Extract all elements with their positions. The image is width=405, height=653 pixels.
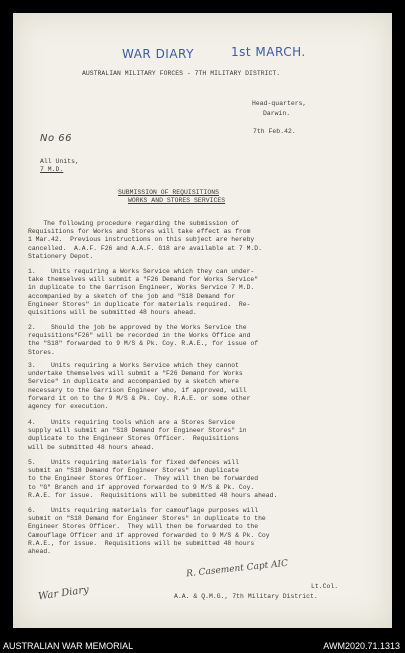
handwritten-note-war-diary: War Diary xyxy=(37,584,90,603)
paragraph-line: submit on "S18 Demand for Engineer Stores" in duplicate to the xyxy=(28,515,266,523)
paragraph-line: ahead. xyxy=(28,548,52,556)
paragraph-line: undertake themselves will submit a "F26 Demand for Works xyxy=(28,370,243,378)
handwritten-war-diary: WAR DIARY xyxy=(122,47,194,61)
handwritten-signature: R. Casement Capt AIC xyxy=(185,558,289,580)
paragraph-2 xyxy=(28,324,358,357)
paragraph-line: submit an "S18 Demand for Engineer Stores" in duplicate xyxy=(28,467,239,475)
paragraph-3 xyxy=(28,362,358,411)
paragraph-line: duplicate to the Engineer Stores Officer. Requisitions xyxy=(28,435,239,443)
paragraph-line: R.A.E. for issue. Requisitions will be submitted 48 hours ahead. xyxy=(28,491,278,499)
title-line-1: SUBMISSION OF REQUISITIONS xyxy=(118,189,220,196)
paragraph-line: forward it on to the 9 M/S & Pk. Coy. R.A.E. or some other xyxy=(28,394,251,402)
paragraph-line: take themselves will submit a "F26 Demand for Works Service" xyxy=(28,276,259,284)
handwritten-date: 1st MARCH. xyxy=(231,45,306,59)
paragraph-line: will be submitted 48 hours ahead. xyxy=(28,443,155,451)
intro-paragraph xyxy=(28,220,358,261)
paragraph-1 xyxy=(28,268,358,317)
paragraph-line: Camouflage Officer and if approved forwarded to 9 M/S & Pk. Coy xyxy=(28,531,270,539)
paragraph-line: the "S18" forwarded to 9 M/S & Pk. Coy. R.A.E., for issue of xyxy=(28,340,259,348)
intro-line: cancelled. A.A.F. F26 and A.A.F. G18 are available at 7 M.D. xyxy=(28,244,262,252)
paragraph-5 xyxy=(28,459,358,500)
paragraph-line: 4. Units requiring tools which are a Stores Service xyxy=(28,419,236,426)
signoff-rank: Lt.Col. xyxy=(311,583,339,590)
paragraph-line: 5. Units requiring materials for fixed defences will xyxy=(28,459,239,466)
paragraph-4 xyxy=(28,419,358,452)
place-line: Darwin. xyxy=(263,110,291,117)
signoff-office: A.A. & Q.M.G., 7th Military District. xyxy=(174,593,318,600)
intro-line: 1 Mar.42. Previous instructions on this subject are hereby xyxy=(28,236,255,244)
hq-line: Head-quarters, xyxy=(252,100,307,107)
footer-accession-number: AWM2020.71.1313 xyxy=(323,641,400,651)
intro-line: Requisitions for Works and Stores will take effect as from xyxy=(28,228,251,236)
paragraph-line: to "G" Branch and if approved forwarded to 9 M/S & Pk. Coy. xyxy=(28,483,255,491)
date-line: 7th Feb.42. xyxy=(253,128,296,135)
paragraph-line: requisitions"F26" will be recorded in the Works Office and xyxy=(28,332,251,340)
paragraph-line: Service" in duplicate and accompanied by a sketch where xyxy=(28,378,239,386)
paragraph-line: necessary to the Garrison Engineer who, if approved, will xyxy=(28,386,247,394)
title-line-2: WORKS AND STORES SERVICES xyxy=(128,197,226,204)
intro-line: Stationery Depot. xyxy=(28,252,94,260)
recipients-line-2: 7 M.D. xyxy=(40,166,64,173)
paragraph-line: agency for execution. xyxy=(28,403,109,411)
paragraph-line: 1. Units requiring a Works Service which they can under- xyxy=(28,268,255,275)
paragraph-line: quisitions will be submitted 48 hours ahead. xyxy=(28,309,197,317)
paragraph-line: in duplicate to the Garrison Engineer, Works Service 7 M.D. xyxy=(28,284,255,292)
paragraph-line: 3. Units requiring a Works Service which they cannot xyxy=(28,362,239,369)
paragraph-6 xyxy=(28,507,358,556)
paragraph-line: 2. Should the job be approved by the Works Service the xyxy=(28,324,247,331)
intro-line: The following procedure regarding the submission of xyxy=(28,220,239,227)
paragraph-line: accompanied by a sketch of the job and "S18 Demand for xyxy=(28,292,236,300)
paragraph-line: Engineer Stores" in duplicate for materials required. Re- xyxy=(28,300,251,308)
paragraph-line: R.A.E., for issue. Requisitions will be submitted 48 hours xyxy=(28,539,255,547)
handwritten-number: No 66 xyxy=(40,133,73,144)
paragraph-line: supply will submit an "S18 Demand for Engineer Stores" in xyxy=(28,427,247,435)
footer-institution: AUSTRALIAN WAR MEMORIAL xyxy=(3,641,134,651)
paragraph-line: 6. Units requiring materials for camouflage purposes will xyxy=(28,507,259,514)
district-heading: AUSTRALIAN MILITARY FORCES - 7TH MILITARY DISTRICT. xyxy=(82,70,281,77)
paragraph-line: Stores. xyxy=(28,348,55,356)
paragraph-line: to the Engineer Stores Officer. They will then be forwarded xyxy=(28,475,259,483)
recipients-line-1: All Units, xyxy=(40,158,79,165)
paragraph-line: Engineer Stores Officer. They will then be forwarded to the xyxy=(28,523,259,531)
